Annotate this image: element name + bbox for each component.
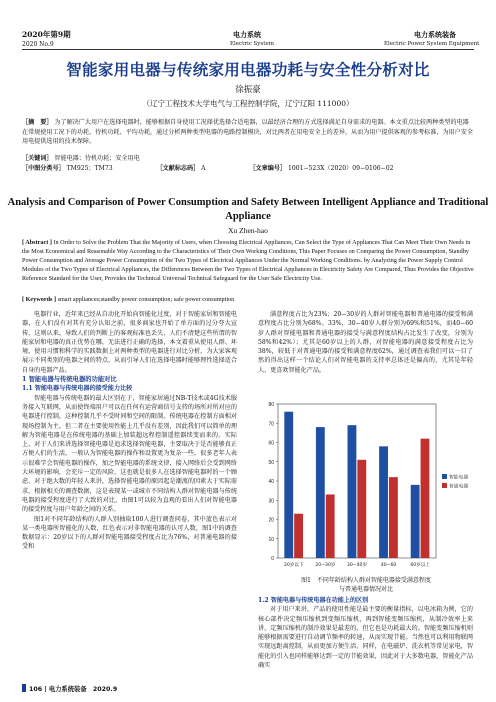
bar	[421, 439, 430, 558]
paragraph: 电器行业，近年来已经从自动化开始向智能化过度，对于智能家居和智能电器，在人们没有对其有充分认知之前，很多商家也开始了单方面的过分夸大宣传，这则认来，导致人们的判断上的客观标准也丢失，人们不清楚这些所谓的智能家居和电器的真正优势在哪，无法进行正确的选择，本文着重从使用人群、环境、使用习惯和科学的实践数据上对两种类型的电器进行对比分析，为大家客观展示不同类别的电器之间的特点，从而引导人们在选择电器时能够理性选择适合自身的电器产品。	[22, 311, 237, 374]
bar	[348, 425, 357, 558]
art-value: 1001−523X（2020）09−0106−02	[287, 165, 394, 172]
page-header	[0, 0, 496, 48]
y-tick-label: 60	[268, 440, 274, 447]
bar	[411, 485, 420, 558]
cls-value: TM925；TM73	[66, 165, 113, 172]
keywords-zh	[22, 154, 474, 164]
paragraph: 智能电器与传统电器的最大区别在于，智能家居通过NB-T技术或4G技术服务接入互联网，从而使终端用户可以在任何有运营商信号支持的场所对所对应的电器进行控制，这种控制几乎不受时间和空间的限制。传统电器在控制方面相对现场控制为主，但二者在主要使用性能上几乎没有差别，因此我们可以简单的理解为智能电器是在传统电器的基础上加装超远程控制遥控器续变而来的。实际上，对于人们来讲选择智能电器是追求选择智能电器，主要取决于是否能够真正方便人们的生活，一般认为智能电器的操作和设置更为复杂一些，很多老年人表示很难学会智能电器的操作，加之智能电器的系统文律，接入网络后会受到网络大环境的影响，会充斥一定的风险，这也就是很多人在选择智能电器时的一个顾虑，对于绝大数的年轻人来讲，选择智能电器的原因起是潮流的因素大于实际需求，根据相关的调查数据，这是表现某一或城市不同结构人群对智能电器与传统电器的接受程度进行了大致的对比，由图1可以较为直观的看出人们对智能电器的接受程度与用户年龄之间的关系。	[22, 394, 237, 514]
doc-label: ［文献标志码］	[156, 165, 200, 172]
cls-label: ［中图分类号］	[22, 165, 65, 172]
issue-en: 2020 No.9	[22, 41, 54, 48]
subsection-heading: 1.2 智能电器与传统电器在功能上的区别	[258, 597, 369, 604]
x-tick-label: 40−60	[380, 563, 397, 568]
subsection-heading: 1.1 智能电器与传统电器的接受能力比较	[22, 385, 133, 393]
bar	[316, 427, 325, 558]
y-tick-label: 50	[268, 459, 274, 466]
paragraph: 图1对不同年龄结构的人群入别抽取100人进行调查问卷，其中蓝色表示对某一类电器所智能化的人数，红色表示对非智能电器的认可人数，图1中的调查数据显示：20岁以下的人群对智能电器接受程度占比为76%，对普通电器的接受和	[22, 515, 237, 551]
keywords-en	[22, 295, 474, 305]
title-en: Analysis and Comparison of Power Consumption and Safety Between Intelligent Appliance and Traditional Appliance	[7, 197, 489, 222]
y-tick-label: 0	[271, 556, 274, 562]
keywords-en-label: [ Keywords ]	[22, 296, 57, 303]
y-tick-label: 40	[268, 479, 274, 485]
keywords-en-text: smart appliances;standby power consumption; safe power consumption	[57, 296, 235, 303]
x-tick-label: 30−40岁	[346, 563, 368, 568]
y-tick-label: 10	[268, 536, 274, 543]
figure-caption	[258, 576, 474, 594]
y-tick-label: 70	[268, 421, 274, 428]
abstract-en	[22, 238, 474, 283]
bar-chart	[258, 396, 474, 574]
affiliation-zh: （辽宁工程技术大学电气与工程控制学院，辽宁辽阳 111000）	[142, 99, 354, 108]
bar	[326, 494, 335, 558]
journal-right-zh: 电力系统装备	[414, 30, 456, 39]
keywords-zh-text: 智能电器；待机功耗；安全用电	[54, 155, 140, 162]
left-column	[22, 310, 237, 552]
legend-label: 普通电器	[449, 484, 469, 490]
doc-value: A	[201, 165, 206, 172]
right-column	[258, 310, 473, 375]
bar	[379, 446, 388, 558]
classification-row	[22, 164, 474, 174]
abstract-en-label: [ Abstract ]	[22, 239, 52, 246]
bar	[284, 412, 293, 558]
footer-marker	[22, 684, 26, 692]
x-tick-label: 20岁以下	[283, 563, 304, 568]
header-rule	[22, 49, 474, 50]
issue-zh: 2020年第9期	[22, 30, 71, 39]
abstract-zh-text: 为了解决广大用户在选择电器时，能够根据自身使用工况择优选择合适电器，以最经济合理的方式选择满足自身需求的电器。本文重点比较两种类型的电器在常规使用工况下的功耗、待机功耗、平均功耗，通过分析两种类型电器的电路控制模块，对比两者在用电安全上的差异，从而为用户提供客观的参考标准，为用户安全用电提供选用的技术保障。	[22, 119, 473, 145]
x-tick-label: 60岁以上	[410, 563, 431, 568]
figure-caption-line2: 与普通电器情况对比	[338, 586, 393, 593]
abstract-zh	[22, 118, 474, 147]
y-tick-label: 30	[268, 498, 274, 505]
abstract-en-text: In Order to Solve the Problem That the Majority of Users, when Choosing Electrical Appliances, Can Select the Type of Appliances That Can Meet Their Own Needs in the Most Economical and Reasonable Way According to the Characteristics of Their Own Working Conditions, This Paper Focuses on Comparing the Power Consumption, Standby Power Consumption and Average Power Consumption of the Two Types of Electrical Appliances Under the Normal Working Conditions. by Analyzing the Power Supply Control Modules of the Two Types of Electrical Appliances, the Differences Between the Two Types of Electrical Appliances in Electricity Safety Are Compared, Thus Provides the Objective Reference Standard for the User, Provides the Technical Universal Technical Safeguard for the User Safe Electricity Use.	[22, 239, 474, 283]
figure-caption-line1: 图1 不同年龄结构人群对智能电器接受满意程度	[301, 577, 431, 584]
bar	[389, 477, 398, 558]
page-footer: 106 | 电力系统装备 2020.9	[29, 686, 118, 693]
art-label: ［文章编号］	[249, 165, 286, 172]
x-tick-label: 20−30岁	[315, 563, 336, 568]
section-heading: 1 智能电器与传统电器的功能对比	[22, 376, 117, 384]
journal-zh: 电力系统	[233, 30, 261, 39]
bar	[357, 460, 366, 558]
journal-en: Electric System	[230, 41, 274, 47]
paragraph: 对于用户来讲，产品的使用性能是最主要的衡量指标，以电冰箱为例，它的核心部件决定频压缩机到变频压缩机，再到智能变频压缩机，从制冷效率上来讲，定频压缩机的制冷效果是最差的，但它也是功耗最大的。智能变频压缩机则能够根据需要进行自动调节频率的转速，从而实现节能。当然也可以利用物联网实现远距离控制，从而更加方便生活，同样，在电磁炉、洗衣机等常见家电，智能化的引入也同样能够达到一定的节能效果，因此对于大多数电器，智能化产品确实	[258, 606, 473, 670]
author-en: Xu Zhen-hao	[228, 226, 268, 235]
abstract-zh-label: ［摘 要］	[22, 119, 53, 126]
y-tick-label: 20	[268, 517, 274, 524]
legend-swatch	[442, 483, 447, 488]
right-column-lower	[258, 596, 473, 670]
legend-swatch	[442, 474, 447, 479]
bar	[294, 514, 303, 558]
title-zh: 智能家用电器与传统家用电器功耗与安全性分析对比	[66, 61, 430, 79]
journal-right-en: Electric Power System Equipment	[384, 41, 480, 47]
paragraph: 满意程度占比为23%；20−30岁的人群对智能电器和普通电器的接受和满意程度占比分别为68%、33%，30−40岁人群分别为69%和51%，而40−60岁人群对智能电器和普通电器的接受与满意程度结构占比发生了改变，分别为58%和42%）；尤其是60岁以上的人群，对智能电器的满意接受程度占比为38%，较低于对普通电器的接受和满意程度62%，通过调查表我们可以一目了然的得出这样一个结论人们对智能电器的支持率总体还是偏高的，尤其是年轻人，更喜欢智能化产品。	[258, 311, 473, 374]
author-zh: 徐振豪	[235, 85, 261, 95]
y-tick-label: 80	[268, 402, 274, 408]
legend-label: 智能电器	[449, 475, 469, 481]
keywords-zh-label: ［关键词］	[22, 155, 53, 162]
